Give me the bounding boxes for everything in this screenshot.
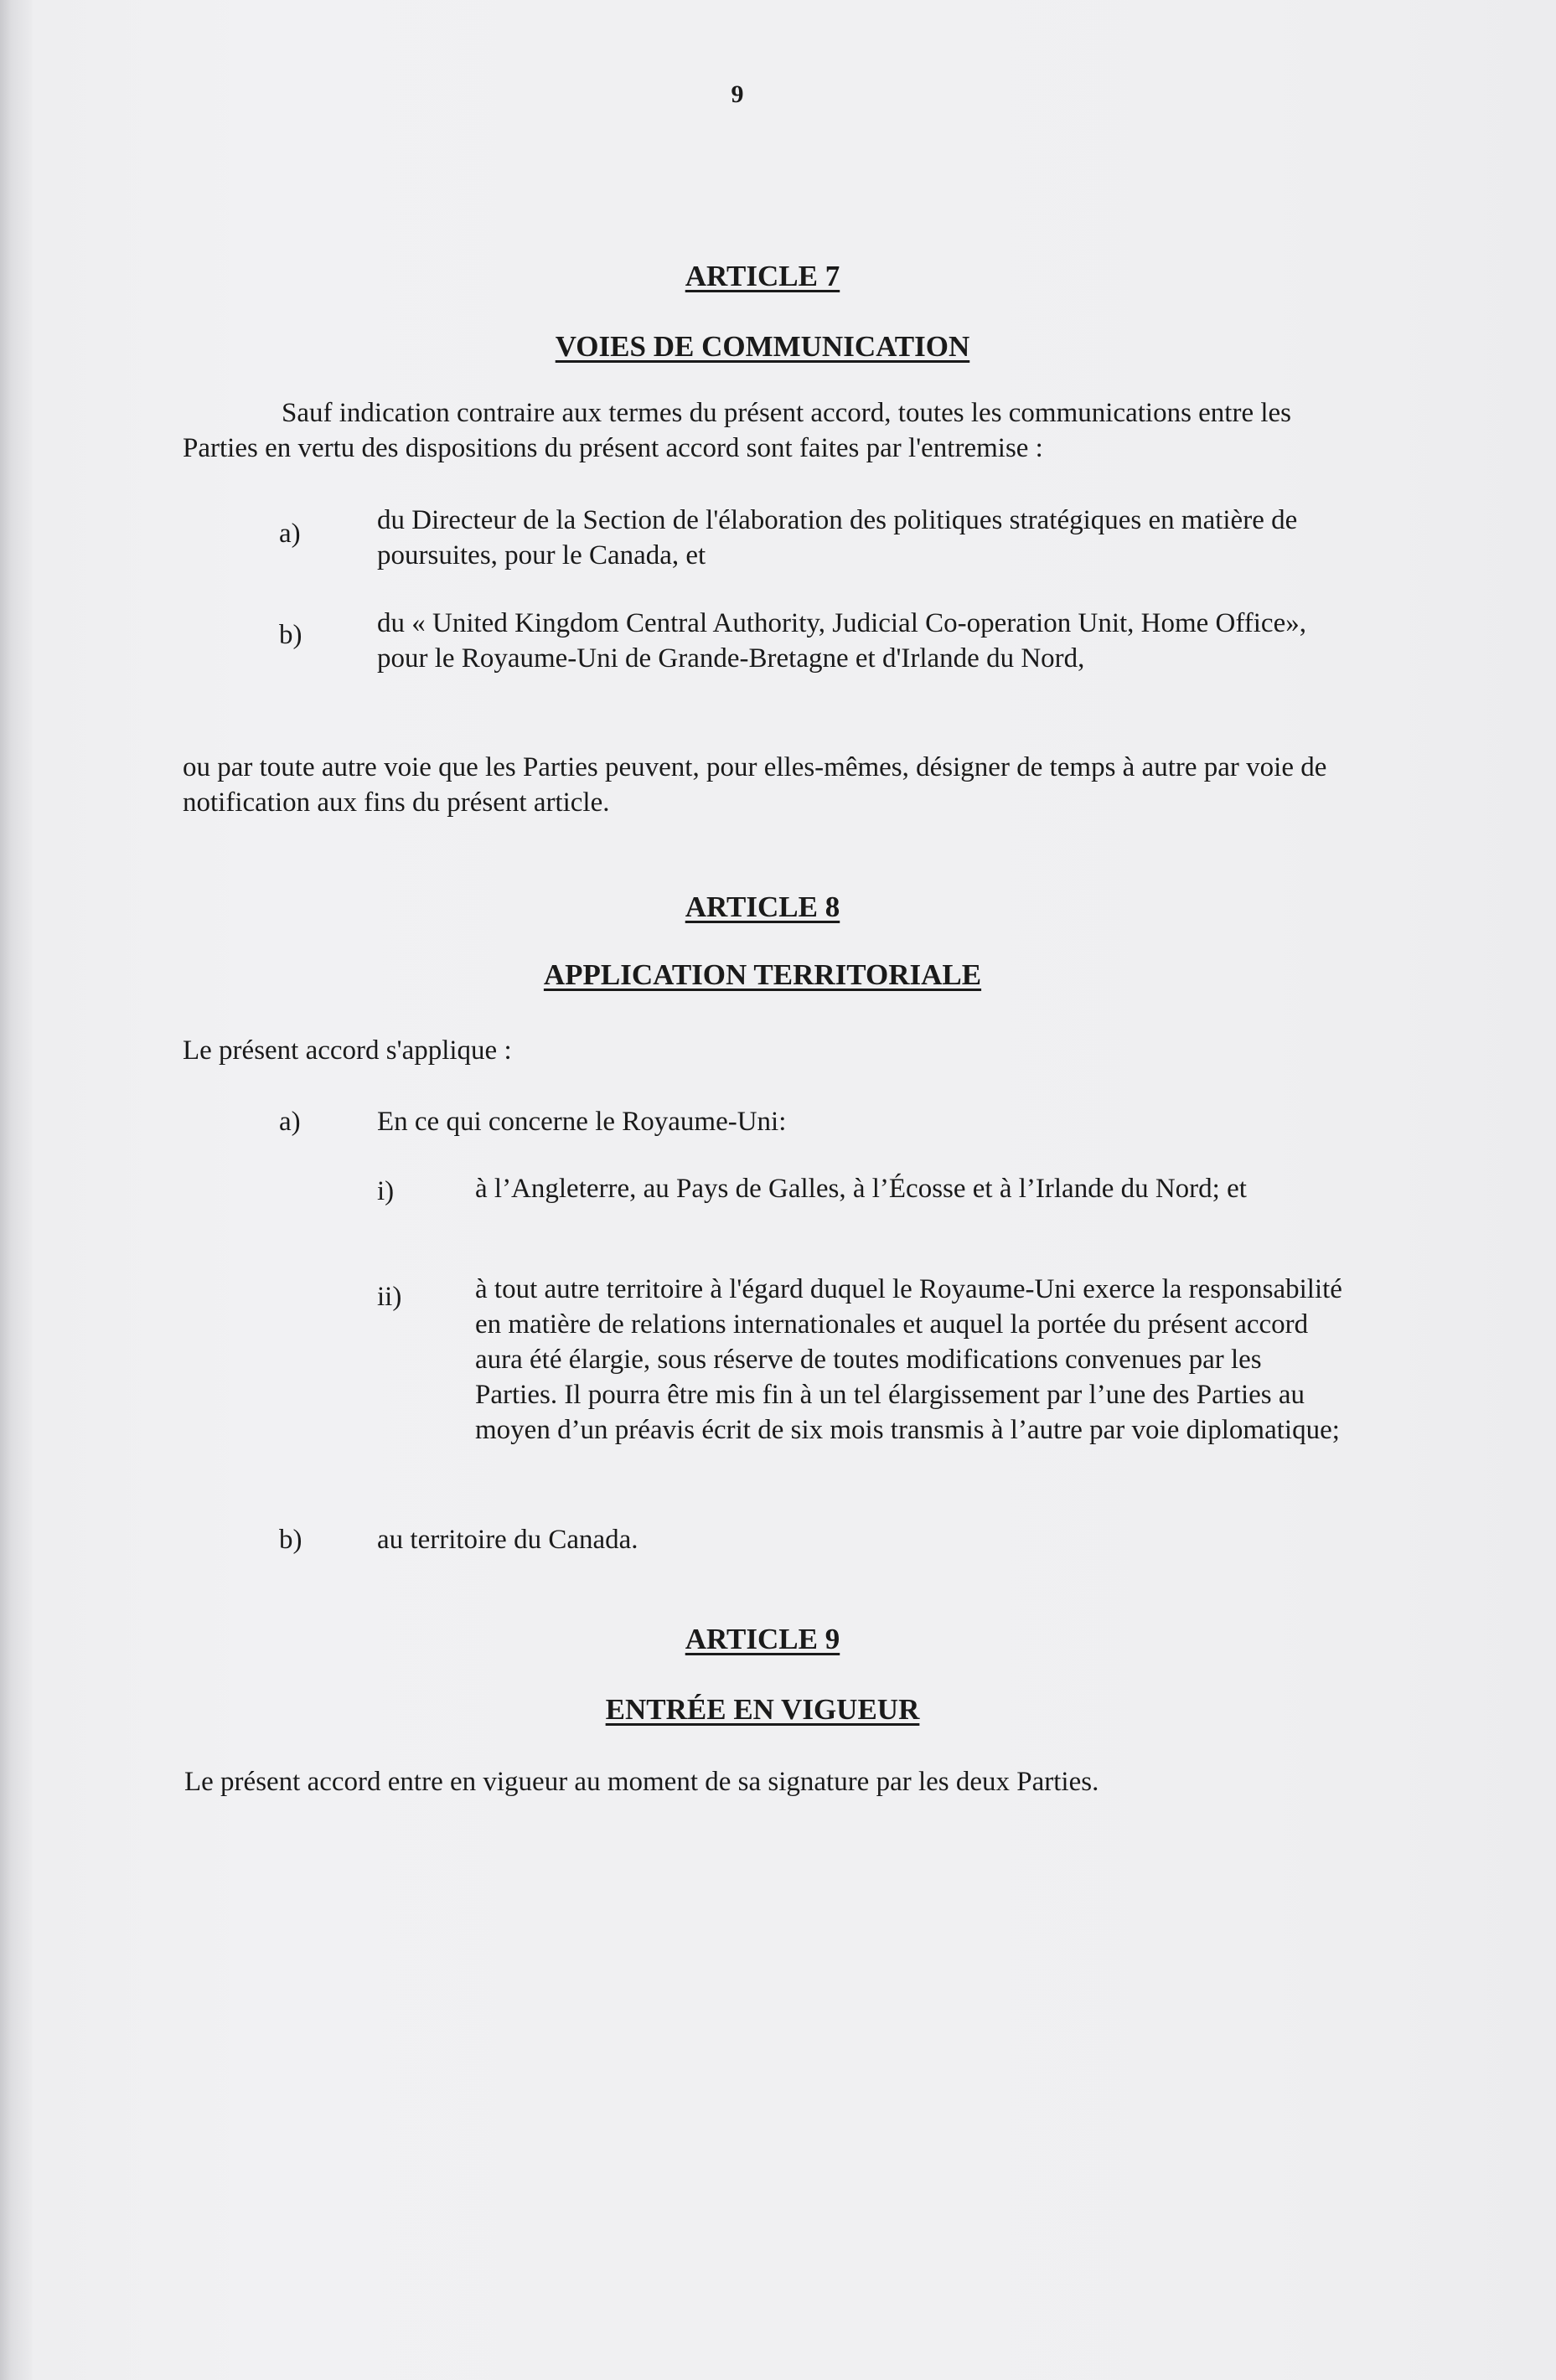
article-8-sub-ii-label: ii) xyxy=(377,1282,402,1312)
article-8-item-a-text: En ce qui concerne le Royaume-Uni: xyxy=(377,1107,787,1137)
article-7-item-a-text: du Directeur de la Section de l'élaboration des politiques stratégiques en matière de poursuites, pour le Canada, et xyxy=(377,505,1298,570)
article-9-text: Le présent accord entre en vigueur au moment de sa signature par les deux Parties. xyxy=(184,1767,1099,1797)
article-8-title: ARTICLE 8 xyxy=(685,891,840,923)
article-7-closing: ou par toute autre voie que les Parties peuvent, pour elles-mêmes, désigner de temps à autre par voie de notification aux fins du présent article. xyxy=(183,752,1327,818)
article-9-title: ARTICLE 9 xyxy=(685,1623,840,1655)
page-number: 9 xyxy=(731,80,744,108)
article-7-intro: Sauf indication contraire aux termes du présent accord, toutes les communications entre les Parties en vertu des dispositions du présent accord sont faites par l'entremise : xyxy=(183,398,1292,463)
article-7-subtitle: VOIES DE COMMUNICATION xyxy=(555,330,970,363)
article-8-sub-i-text: à l’Angleterre, au Pays de Galles, à l’Écosse et à l’Irlande du Nord; et xyxy=(475,1174,1247,1204)
article-8-sub-ii-text: à tout autre territoire à l'égard duquel le Royaume-Uni exerce la responsabilité en matière de relations internationales et auquel la portée du présent accord aura été élargie, sous réserve de toutes modifications convenues par les Parties. Il pourra être mis fin à un tel élargissement par l’une des Parties au moyen d’un préavis écrit de six mois transmis à l’autre par voie diplomatique; xyxy=(475,1274,1342,1445)
article-8-item-a-label: a) xyxy=(279,1107,301,1137)
article-8-item-b-label: b) xyxy=(279,1525,302,1555)
article-7-item-b-text: du « United Kingdom Central Authority, Judicial Co-operation Unit, Home Office», pour le Royaume-Uni de Grande-Bretagne et d'Irlande du Nord, xyxy=(377,608,1306,674)
article-8-sub-i-label: i) xyxy=(377,1176,395,1206)
article-7-item-a-label: a) xyxy=(279,519,301,549)
article-8-intro: Le présent accord s'applique : xyxy=(183,1035,512,1066)
article-7-title: ARTICLE 7 xyxy=(685,260,840,292)
article-7-item-b-label: b) xyxy=(279,620,302,650)
article-8-subtitle: APPLICATION TERRITORIALE xyxy=(543,958,982,991)
article-9-subtitle: ENTRÉE EN VIGUEUR xyxy=(605,1693,920,1726)
article-8-item-b-text: au territoire du Canada. xyxy=(377,1525,638,1555)
